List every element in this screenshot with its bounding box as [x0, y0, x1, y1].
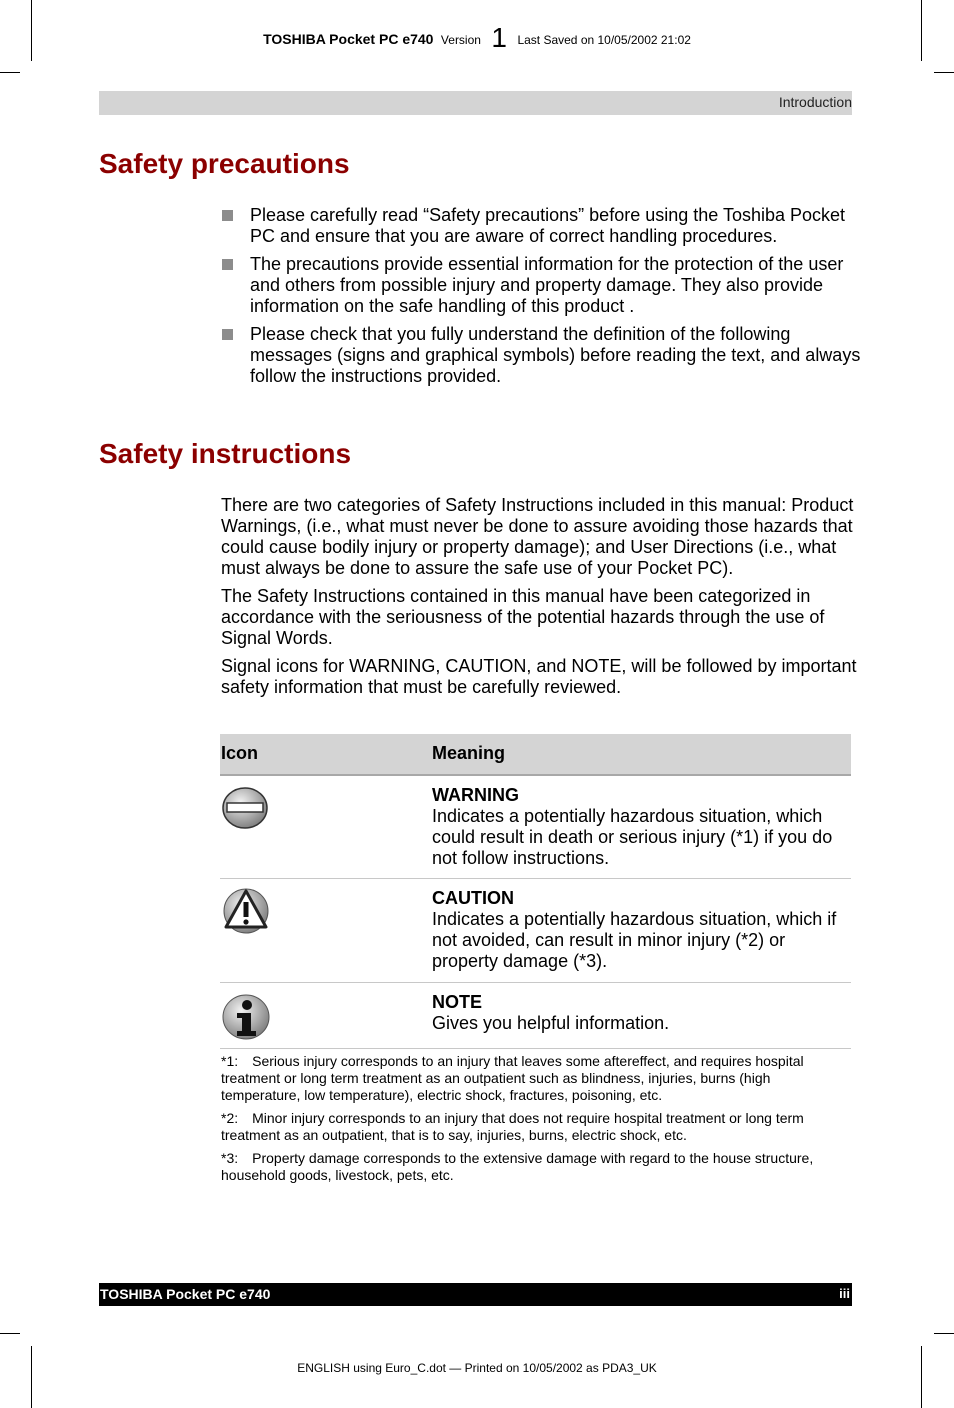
- crop-mark-bottom-left-h: [0, 1333, 20, 1334]
- crop-mark-top-left-h: [0, 72, 20, 73]
- list-item: [221, 254, 861, 317]
- crop-mark-bottom-right-h: [934, 1333, 954, 1334]
- column-header-meaning: Meaning: [432, 743, 506, 763]
- signal-description: Indicates a potentially hazardous situation, which if not avoided, can result in minor injury (*2) or property damage (*3).: [432, 909, 837, 971]
- crop-mark-top-right-h: [934, 72, 954, 73]
- footer-bar: [99, 1283, 852, 1306]
- column-header-icon: Icon: [221, 743, 259, 763]
- precautions-list: [221, 205, 861, 394]
- signal-icon-table: [220, 734, 851, 1049]
- crop-mark-bottom-left-v: [31, 1346, 32, 1408]
- list-item-text: Please check that you fully understand the definition of the following messages (signs and graphical symbols) before reading the text, and always follow the instructions provided.: [250, 324, 861, 386]
- row-meaning: [432, 983, 851, 1034]
- table-row: [220, 879, 851, 983]
- paragraph: The Safety Instructions contained in this manual have been categorized in accordance with the seriousness of the potential hazards through the use of Signal Words.: [221, 586, 825, 648]
- footnote-number: *1:: [221, 1053, 239, 1069]
- header-saved-date: Last Saved on 10/05/2002 21:02: [517, 33, 691, 47]
- note-info-icon: [222, 994, 270, 1040]
- caution-triangle-icon: [222, 887, 270, 935]
- table-header: [220, 734, 851, 776]
- paragraph: Signal icons for WARNING, CAUTION, and NOTE, will be followed by important safety information that must be carefully reviewed.: [221, 656, 857, 697]
- paragraph: There are two categories of Safety Instructions included in this manual: Product Warnings, (i.e., what must never be done to assure avoiding those hazards that could cause bodily injury or property damage); and User Directions (i.e., what must always be done to assure the safe use of your Pocket PC).: [221, 495, 854, 578]
- footnote: [221, 1053, 853, 1104]
- bullet-square-icon: [222, 259, 233, 270]
- header-version-number: 1: [491, 22, 507, 53]
- bullet-square-icon: [222, 329, 233, 340]
- page-number: iii: [839, 1286, 850, 1301]
- signal-description: Gives you helpful information.: [432, 1013, 670, 1033]
- document-header: [0, 19, 954, 51]
- footnote: [221, 1110, 853, 1144]
- table-row: [220, 983, 851, 1049]
- table-row: [220, 776, 851, 879]
- signal-description: Indicates a potentially hazardous situation, which could result in death or serious injury (*1) if you do not follow instructions.: [432, 806, 833, 868]
- instructions-heading: Safety instructions: [99, 438, 352, 469]
- bullet-square-icon: [222, 210, 233, 221]
- footnote-text: Serious injury corresponds to an injury that leaves some aftereffect, and requires hospital treatment or long term treatment as an outpatient such as blindness, injuries, burns (high temperature, low temperature), electric shock, fractures, poisoning, etc.: [221, 1053, 804, 1103]
- signal-label: CAUTION: [432, 888, 514, 908]
- crop-mark-bottom-right-v: [921, 1346, 922, 1408]
- row-meaning: [432, 776, 851, 869]
- precautions-heading: Safety precautions: [99, 148, 350, 179]
- footnotes: [221, 1053, 853, 1190]
- footer-title: TOSHIBA Pocket PC e740: [100, 1286, 271, 1302]
- warning-prohibition-icon: [222, 787, 268, 829]
- signal-label: WARNING: [432, 785, 519, 805]
- footnote-number: *2:: [221, 1110, 239, 1126]
- header-title: TOSHIBA Pocket PC e740: [263, 31, 434, 47]
- list-item: [221, 205, 861, 247]
- header-version-label: Version: [440, 33, 481, 47]
- row-meaning: [432, 879, 851, 972]
- list-item-text: Please carefully read “Safety precautions” before using the Toshiba Pocket PC and ensure that you are aware of correct handling procedures.: [250, 205, 846, 246]
- list-item-text: The precautions provide essential information for the protection of the user and others from possible injury and property damage. They also provide information on the safe handling of this product .: [250, 254, 844, 316]
- list-item: [221, 324, 861, 387]
- footnote: [221, 1150, 853, 1184]
- print-info: ENGLISH using Euro_C.dot — Printed on 10/05/2002 as PDA3_UK: [297, 1361, 657, 1375]
- footnote-number: *3:: [221, 1150, 239, 1166]
- signal-label: NOTE: [432, 992, 483, 1012]
- footnote-text: Property damage corresponds to the extensive damage with regard to the house structure, household goods, livestock, pets, etc.: [221, 1150, 814, 1183]
- instructions-body: [221, 495, 857, 705]
- footnote-text: Minor injury corresponds to an injury that does not require hospital treatment or long term treatment as an outpatient, that is to say, injuries, burns, electric shock, etc.: [221, 1110, 804, 1143]
- section-label: Introduction: [778, 94, 852, 110]
- section-bar: [99, 91, 852, 115]
